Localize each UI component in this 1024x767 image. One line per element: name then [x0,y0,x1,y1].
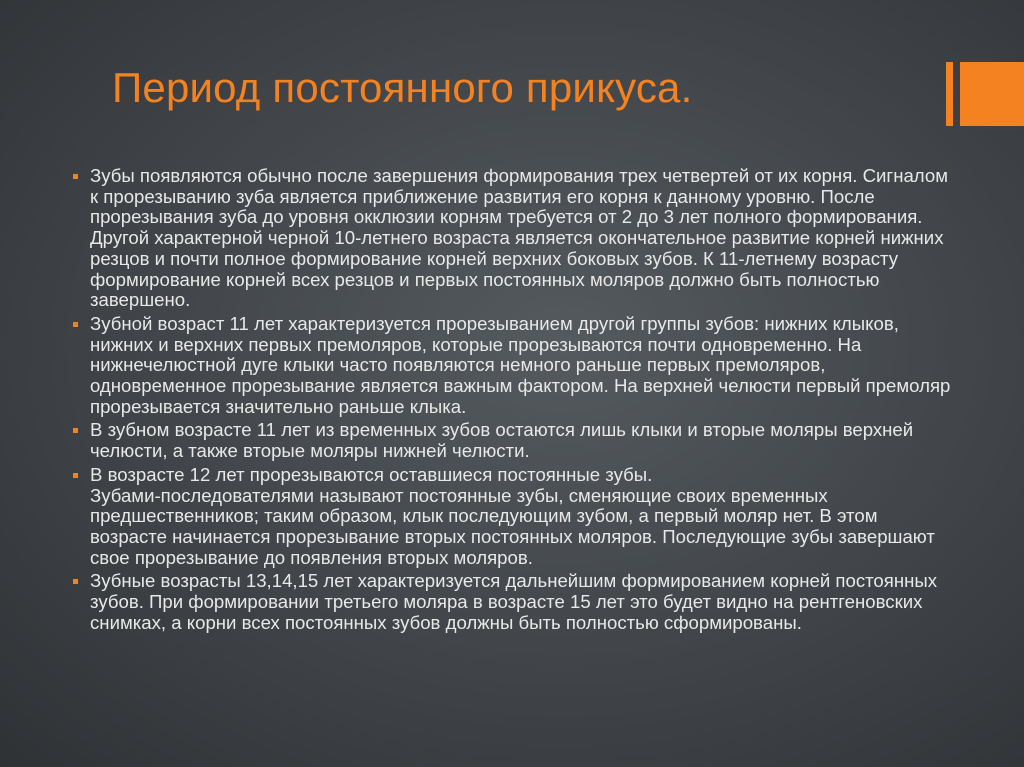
bullet-item [72,465,952,569]
bullet-list [72,166,952,636]
bullet-text: Зубы появляются обычно после завершения формирования трех четвертей от их корня. Сигналом к прорезыванию зуба является приближение развития его корня к данному уровню. После прорезывания зуба до уровня окклюзии корням требуется от 2 до 3 лет полного формирования. Другой характерной черной 10-летнего возраста является окончательное развитие корней нижних резцов и почти полное формирование корней верхних боковых зубов. К 11-летнему возрасту формирование корней всех резцов и первых постоянных моляров должно быть полностью завершено. [90,165,948,311]
accent-bar-thick [960,62,1024,126]
bullet-item [72,571,952,633]
bullet-item [72,420,952,461]
bullet-marker-icon [73,579,78,584]
bullet-item [72,314,952,418]
bullet-marker-icon [73,322,78,327]
slide-title: Период постоянного прикуса. [112,64,693,111]
bullet-marker-icon [73,473,78,478]
accent-bars [946,62,1024,126]
bullet-text: Зубной возраст 11 лет характеризуется прорезыванием другой группы зубов: нижних клыков, нижних и верхних первых премоляров, которые прорезываются почти одновременно. На нижнечелюстной дуге клыки часто появляются немного раньше первых премоляров, одновременное прорезывание является важным фактором. На верхней челюсти первый премоляр прорезывается значительно раньше клыка. [90,312,951,417]
bullet-item [72,166,952,311]
bullet-marker-icon [73,428,78,433]
bullet-text: В зубном возрасте 11 лет из временных зубов остаются лишь клыки и вторые моляры верхней челюсти, а также вторые моляры нижней челюсти. [90,419,914,462]
bullet-text: Зубные возрасты 13,14,15 лет характеризуется дальнейшим формированием корней постоянных зубов. При формировании третьего моляра в возрасте 15 лет это будет видно на рентгеновских снимках, а корни всех постоянных зубов должны быть полностью сформированы. [90,570,938,633]
bullet-marker-icon [73,174,78,179]
bullet-text: В возрасте 12 лет прорезываются оставшиеся постоянные зубы. Зубами-последователями называют постоянные зубы, сменяющие своих временных предшественников; таким образом, клык последующим зубом, а первый моляр нет. В этом возрасте начинается прорезывание вторых постоянных моляров. Последующие зубы завершают свое прорезывание до появления вторых моляров. [90,463,935,568]
accent-bar-thin [946,62,953,126]
